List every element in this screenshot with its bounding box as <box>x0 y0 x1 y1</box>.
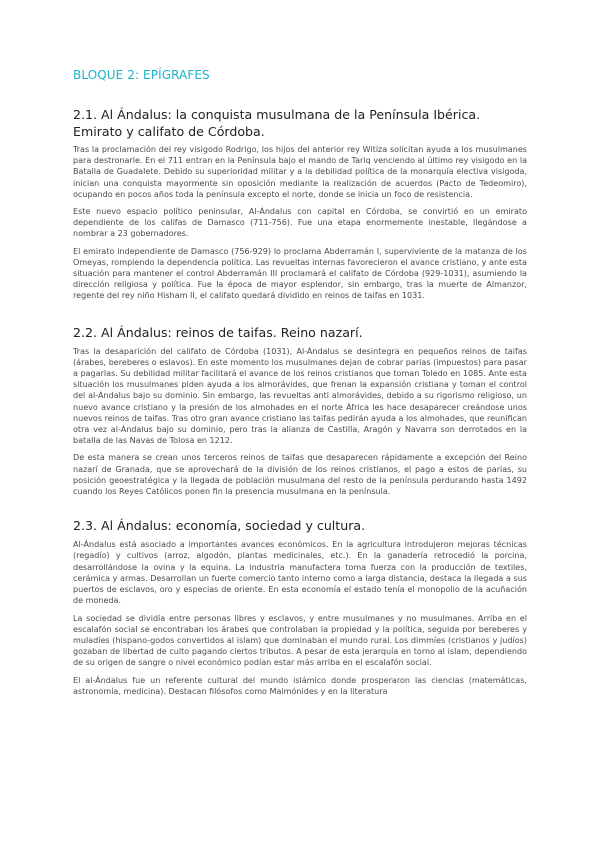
paragraph: El al-Ándalus fue un referente cultural del mundo islámico donde prosperaron las ciencias (matemáticas, astronomía, medicina). Destacan filósofos como Maimónides y en la literatura <box>73 675 527 696</box>
paragraph: De esta manera se crean unos terceros reinos de taifas que desaparecen rápidamente a excepción del Reino nazarí de Granada, que se aprovechará de la división de los reinos cristianos, el pago a estos de parias, su posición geoestratégica y la llegada de población musulmana del resto de la península perdurando hasta 1492 cuando los Reyes Católicos ponen fin la presencia musulmana en la península. <box>73 453 527 497</box>
section-2-1 <box>73 106 527 302</box>
paragraph: El emirato independiente de Damasco (756-929) lo proclama Abderramán I, superviviente de la matanza de los Omeyas, rompiendo la dependencia política. Las revueltas internas favorecieron el avance cristiano, y ante esta situación para mantener el control Abderramán III proclamará el califato de Córdoba (929-1031), asumiendo la dirección religiosa y política. Fue la época de mayor esplendor, sin embargo, tras la muerte de Almanzor, regente del rey niño Hisham II, el califato quedará dividido en reinos de taifas en 1031. <box>73 246 527 301</box>
section-heading: 2.3. Al Ándalus: economía, sociedad y cultura. <box>73 518 366 534</box>
section-2-3 <box>73 517 527 697</box>
section-heading: 2.2. Al Ándalus: reinos de taifas. Reino nazarí. <box>73 324 363 340</box>
paragraph: Al-Ándalus está asociado a importantes avances económicos. En la agricultura introdujeron mejoras técnicas (regadío) y cultivos (arroz, algodón, plantas medicinales, etc.). En la ganadería retrocedió la porcina, desarrollándose la ovina y la equina. La industria manufactera toma fuerza con la producción de textiles, cerámica y armas. Desarrollan un fuerte comercio tanto interno como a larga distancia, destaca la llegada a sus puertos de esclavos, oro y especias de oriente. En esta economía el estado tenía el monopolio de la acuñación de moneda. <box>73 540 527 606</box>
paragraph: Tras la proclamación del rey visigodo Rodrigo, los hijos del anterior rey Witiza solicitan ayuda a los musulmanes para destronarle. En el 711 entran en la Península bajo el mando de Tariq venciendo al último rey visigodo en la Batalla de Guadalete. Debido su superioridad militar y a la debilidad política de la monarquía electiva visigoda, inician una conquista mayormente sin oposición mediante la realización de acuerdos (Pacto de Tedeomiro), ocupando en pocos años toda la península excepto el norte, donde se inicia un foco de resistencia. <box>73 145 527 199</box>
paragraph: La sociedad se dividía entre personas libres y esclavos, y entre musulmanes y no musulmanes. Arriba en el escalafón social se encontraban los árabes que controlaban la propiedad y la política, seguida por bereberes y muladíes (hispano-godos convertidos al islam) que dominaban el mundo rural. Los dimmíes (cristianos y judíos) gozaban de libertad de culto pagando ciertos tributos. A pesar de esta jerarquía en torno al islam, dependiendo de su origen de sangre o nivel económico podían estar más arriba en el escalafón social. <box>73 613 527 668</box>
block-title: BLOQUE 2: EPÍGRAFES <box>73 68 210 82</box>
section-heading: 2.1. Al Ándalus: la conquista musulmana de la Península Ibérica. Emirato y califato de Córdoba. <box>73 107 481 139</box>
section-2-2 <box>73 324 527 498</box>
paragraph: Tras la desaparición del califato de Córdoba (1031), Al-Ándalus se desintegra en pequeños reinos de taifas (árabes, bereberes o eslavos). En este momento los musulmanes dejan de cobrar parias (impuestos) para pasar a pagarlas. Su debilidad militar facilitará el avance de los reinos cristianos que toman Toledo en 1085. Ante esta situación los musulmanes piden ayuda a los almorávides, que frenan la expansión cristiana y toman el control del al-Ándalus bajo su dominio. Sin embargo, las revueltas anti almorávides, debido a su rigorismo religioso, un nuevo avance cristiano y la presión de los almohades en el norte África les hace desaparecer creándose unos nuevos reinos de taifas. Tras otro gran avance cristiano las taifas pedirán ayuda a los almohades, que reunifican otra vez al-Ándalus bajo su dominio, pero tras la alianza de Castilla, Aragón y Navarra son derrotados en la batalla de las Navas de Tolosa en 1212. <box>73 346 527 446</box>
paragraph: Este nuevo espacio político peninsular, Al-Ándalus con capital en Córdoba, se convirtió en un emirato dependiente de los califas de Damasco (711-756). Fue una etapa enormemente inestable, llegándose a nombrar a 23 gobernadores. <box>73 207 527 239</box>
